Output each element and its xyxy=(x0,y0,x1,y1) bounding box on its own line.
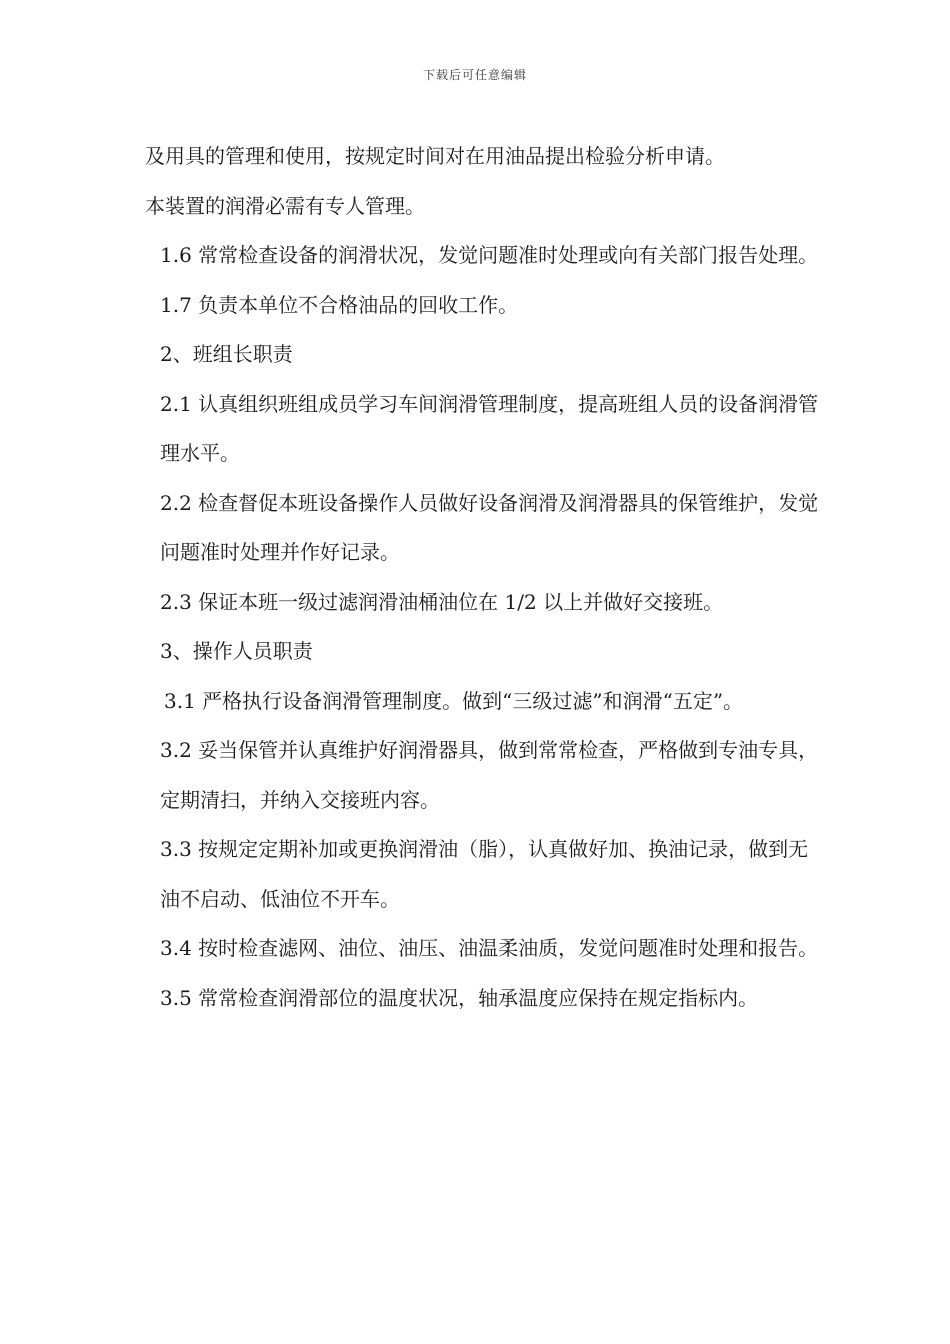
paragraph-3-1: 3.1 严格执行设备润滑管理制度。做到“三级过滤”和润滑“五定”。 xyxy=(164,688,744,713)
paragraph-2: 本装置的润滑必需有专人管理。 xyxy=(145,193,425,218)
paragraph-3-2: 3.2 妥当保管并认真维护好润滑器具，做到常常检查，严格做到专油专具，定期清扫，并纳入交接班内容。 xyxy=(160,738,819,812)
paragraph-3-3: 3.3 按规定定期补加或更换润滑油（脂），认真做好加、换油记录，做到无油不启动、低油位不开车。 xyxy=(160,837,809,911)
page-header: 下载后可任意编辑 xyxy=(422,68,527,82)
paragraph-1: 及用具的管理和使用，按规定时间对在用油品提出检验分析申请。 xyxy=(145,144,725,168)
paragraph-2-2: 2.2 检查督促本班设备操作人员做好设备润滑及润滑器具的保管维护，发觉问题准时处理并作好记录。 xyxy=(160,490,819,564)
section-heading-2: 2、班组长职责 xyxy=(160,342,293,366)
paragraph-3-5: 3.5 常常检查润滑部位的温度状况，轴承温度应保持在规定指标内。 xyxy=(160,985,759,1010)
paragraph-2-1: 2.1 认真组织班组成员学习车间润滑管理制度，提高班组人员的设备润滑管理水平。 xyxy=(160,391,819,465)
document-body xyxy=(145,132,825,1023)
paragraph-1-7: 1.7 负责本单位不合格油品的回收工作。 xyxy=(160,292,519,317)
paragraph-1-6: 1.6 常常检查设备的润滑状况，发觉问题准时处理或向有关部门报告处理。 xyxy=(160,243,819,267)
paragraph-3-4: 3.4 按时检查滤网、油位、油压、油温柔油质，发觉问题准时处理和报告。 xyxy=(160,936,819,960)
section-heading-3: 3、操作人员职责 xyxy=(160,639,313,663)
paragraph-2-3: 2.3 保证本班一级过滤润滑油桶油位在 1/2 以上并做好交接班。 xyxy=(160,589,724,614)
